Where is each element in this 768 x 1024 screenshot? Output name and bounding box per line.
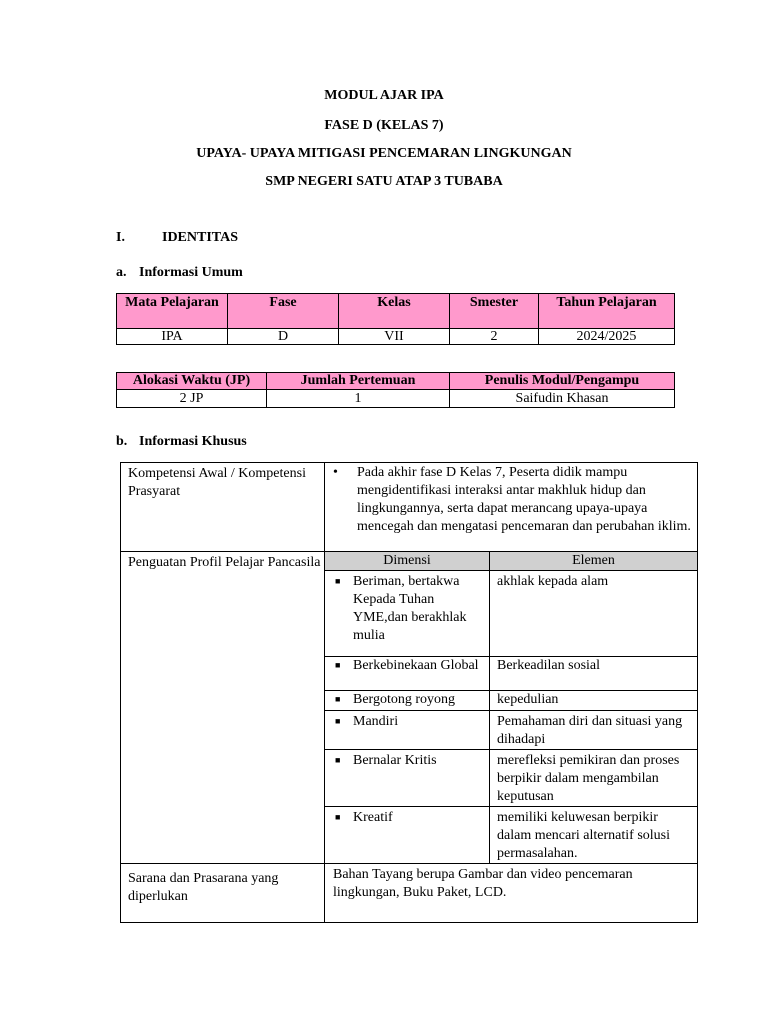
dimension-text: Bernalar Kritis <box>353 753 437 768</box>
header-cell: Smester <box>450 294 539 329</box>
dimension-cell <box>325 807 490 864</box>
time-allocation-table <box>116 372 675 408</box>
element-header: Elemen <box>490 552 698 571</box>
table-header-row <box>117 373 675 390</box>
competency-text: Pada akhir fase D Kelas 7, Peserta didik mampu mengidentifikasi interaksi antar makhluk hidup dan lingkungannya, serta dapat merancang upaya-upaya mencegah dan mengatasi pencemaran dan perubahan iklim. <box>357 465 691 534</box>
table-cell: 2024/2025 <box>539 329 675 345</box>
subsection-b-label: b. <box>116 434 128 449</box>
dimension-header: Dimensi <box>325 552 490 571</box>
competency-cell <box>325 463 698 552</box>
table-cell: Saifudin Khasan <box>450 390 675 408</box>
table-header-row <box>117 294 675 329</box>
doc-school: SMP NEGERI SATU ATAP 3 TUBABA <box>265 174 503 189</box>
header-cell: Fase <box>228 294 339 329</box>
table-row <box>121 552 698 864</box>
facilities-cell <box>325 864 698 923</box>
header-cell: Penulis Modul/Pengampu <box>450 373 675 390</box>
element-cell <box>490 711 698 750</box>
element-text: Pemahaman diri dan situasi yang dihadapi <box>497 714 683 747</box>
table-row <box>117 390 675 408</box>
profile-row <box>325 750 697 807</box>
dimension-cell <box>325 657 490 691</box>
dimension-cell <box>325 691 490 711</box>
element-text: kepedulian <box>497 692 559 707</box>
section-number: I. <box>116 230 125 245</box>
element-cell <box>490 750 698 807</box>
table-cell: 2 JP <box>117 390 267 408</box>
element-text: merefleksi pemikiran dan proses berpikir dalam mengambilan keputusan <box>497 753 680 804</box>
table-row <box>121 864 698 923</box>
square-bullet-icon: ■ <box>335 694 341 704</box>
profile-row <box>325 711 697 750</box>
doc-phase: FASE D (KELAS 7) <box>324 118 444 133</box>
dimension-text: Berkebinekaan Global <box>353 658 479 673</box>
header-cell: Kelas <box>339 294 450 329</box>
bullet-icon: • <box>333 465 338 480</box>
profile-row <box>325 691 697 711</box>
specific-info-table <box>120 462 698 923</box>
facilities-label: Sarana dan Prasarana yang diperlukan <box>121 864 325 923</box>
table-cell: 2 <box>450 329 539 345</box>
profile-label: Penguatan Profil Pelajar Pancasila <box>121 552 325 864</box>
table-row <box>117 329 675 345</box>
dimension-cell <box>325 750 490 807</box>
doc-topic: UPAYA- UPAYA MITIGASI PENCEMARAN LINGKUNGAN <box>196 146 572 161</box>
dimension-cell <box>325 571 490 657</box>
header-cell: Alokasi Waktu (JP) <box>117 373 267 390</box>
dimension-text: Bergotong royong <box>353 692 456 707</box>
header-cell: Mata Pelajaran <box>117 294 228 329</box>
element-cell <box>490 571 698 657</box>
element-text: akhlak kepada alam <box>497 574 609 589</box>
subsection-a-label: a. <box>116 265 127 280</box>
dimension-text: Beriman, bertakwa Kepada Tuhan YME,dan berakhlak mulia <box>353 574 467 643</box>
profile-row <box>325 571 697 657</box>
section-title: IDENTITAS <box>162 230 238 245</box>
square-bullet-icon: ■ <box>335 812 341 822</box>
header-cell: Jumlah Pertemuan <box>267 373 450 390</box>
table-row <box>121 463 698 552</box>
table-cell: IPA <box>117 329 228 345</box>
profile-row <box>325 807 697 864</box>
header-cell: Tahun Pelajaran <box>539 294 675 329</box>
profile-cell <box>325 552 698 864</box>
element-text: Berkeadilan sosial <box>497 658 601 673</box>
dimension-text: Kreatif <box>353 810 393 825</box>
element-cell <box>490 657 698 691</box>
doc-title: MODUL AJAR IPA <box>324 88 444 103</box>
profile-header-row <box>325 552 697 571</box>
square-bullet-icon: ■ <box>335 660 341 670</box>
table-cell: 1 <box>267 390 450 408</box>
facilities-text: Bahan Tayang berupa Gambar dan video pencemaran lingkungan, Buku Paket, LCD. <box>333 867 633 900</box>
dimension-cell <box>325 711 490 750</box>
element-cell <box>490 807 698 864</box>
profile-row <box>325 657 697 691</box>
square-bullet-icon: ■ <box>335 755 341 765</box>
competency-label: Kompetensi Awal / Kompetensi Prasyarat <box>121 463 325 552</box>
profile-table <box>325 552 697 863</box>
table-cell: D <box>228 329 339 345</box>
element-text: memiliki keluwesan berpikir dalam mencari alternatif solusi permasalahan. <box>497 810 670 861</box>
square-bullet-icon: ■ <box>335 576 341 586</box>
element-cell <box>490 691 698 711</box>
subsection-a-title: Informasi Umum <box>139 265 243 280</box>
dimension-text: Mandiri <box>353 714 399 729</box>
table-cell: VII <box>339 329 450 345</box>
square-bullet-icon: ■ <box>335 716 341 726</box>
general-info-table <box>116 293 675 345</box>
subsection-b-title: Informasi Khusus <box>139 434 247 449</box>
